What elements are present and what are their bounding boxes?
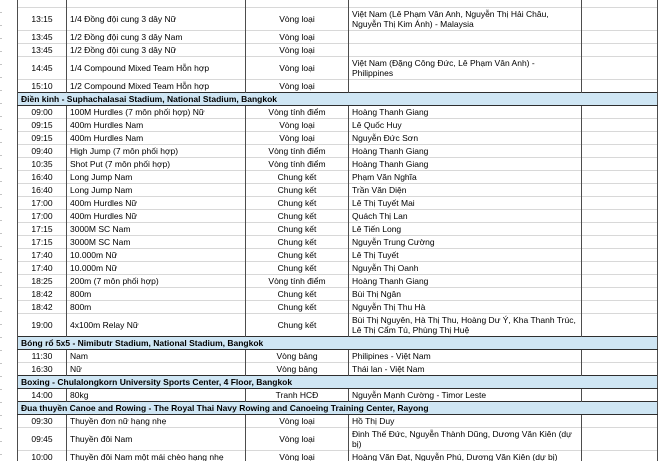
time-cell: 10:35 [18,157,67,170]
time-cell: 17:00 [18,196,67,209]
event-cell: 1/2 Đồng đội cung 3 dây Nam [67,30,246,43]
event-cell: 3000M SC Nam [67,235,246,248]
round-cell: Chung kết [246,287,349,300]
event-cell: Thuyền đôi Nam một mái chèo hạng nhẹ [67,450,246,461]
event-cell: 800m [67,287,246,300]
event-cell: Shot Put (7 môn phối hợp) [67,157,246,170]
event-cell: 4x100m Relay Nữ [67,313,246,336]
notes-cell [582,30,658,43]
table-row [18,7,658,30]
table-row [18,274,658,287]
round-cell: Vòng tính điểm [246,144,349,157]
round-cell: Vòng bảng [246,362,349,375]
event-cell: 1/2 Compound Mixed Team Hỗn hợp [67,79,246,92]
event-cell: 10.000m Nữ [67,248,246,261]
notes-cell [582,144,658,157]
athletes-cell: Nguyễn Thị Thu Hà [349,300,582,313]
cut-top-row [18,0,658,7]
notes-cell [582,183,658,196]
time-cell: 09:45 [18,427,67,450]
time-cell: 18:42 [18,287,67,300]
table-row [18,105,658,118]
table-row [18,144,658,157]
section-header-label: Đua thuyền Canoe and Rowing - The Royal Thai Navy Rowing and Canoeing Training Center, Rayong [18,401,658,414]
table-row [18,30,658,43]
notes-cell [582,300,658,313]
time-cell: 17:00 [18,209,67,222]
table-row [18,222,658,235]
round-cell: Chung kết [246,170,349,183]
table-row [18,79,658,92]
table-row [18,183,658,196]
round-cell: Chung kết [246,300,349,313]
round-cell: Vòng loại [246,427,349,450]
table-row [18,131,658,144]
notes-cell [582,248,658,261]
event-cell: High Jump (7 môn phối hợp) [67,144,246,157]
cut-off-column-edge [0,0,2,455]
notes-cell [582,170,658,183]
event-cell [67,0,246,7]
section-header-label: Điền kinh - Suphachalasai Stadium, National Stadium, Bangkok [18,92,658,105]
schedule-body [18,0,658,461]
event-cell: 400m Hurdles Nữ [67,209,246,222]
athletes-cell: Bùi Thị Ngân [349,287,582,300]
athletes-cell: Lê Thị Tuyết Mai [349,196,582,209]
round-cell: Tranh HCĐ [246,388,349,401]
time-cell: 11:30 [18,349,67,362]
athletes-cell: Đinh Thế Đức, Nguyễn Thành Dũng, Dương Văn Kiên (dự bị) [349,427,582,450]
section-header-row [18,375,658,388]
round-cell: Vòng loại [246,7,349,30]
table-row [18,362,658,375]
round-cell: Vòng loại [246,79,349,92]
notes-cell [582,287,658,300]
notes-cell [582,222,658,235]
notes-cell [582,105,658,118]
round-cell: Vòng loại [246,131,349,144]
event-cell: 400m Hurdles Nam [67,131,246,144]
athletes-cell: Hồ Thị Duy [349,414,582,427]
athletes-cell: Philipines - Việt Nam [349,349,582,362]
time-cell [18,0,67,7]
notes-cell [582,56,658,79]
time-cell: 18:25 [18,274,67,287]
table-row [18,248,658,261]
round-cell: Vòng tính điểm [246,274,349,287]
time-cell: 09:30 [18,414,67,427]
time-cell: 16:40 [18,183,67,196]
round-cell: Vòng tính điểm [246,157,349,170]
event-cell: Nữ [67,362,246,375]
athletes-cell: Bùi Thị Nguyên, Hà Thị Thu, Hoàng Dư Ý, Kha Thanh Trúc, Lê Thị Cẩm Tú, Phùng Thị Huệ [349,313,582,336]
event-cell: 1/4 Compound Mixed Team Hỗn hợp [67,56,246,79]
athletes-cell: Hoàng Văn Đạt, Nguyễn Phú, Dương Văn Kiên (dự bị) [349,450,582,461]
athletes-cell: Phạm Văn Nghĩa [349,170,582,183]
time-cell: 16:40 [18,170,67,183]
round-cell: Chung kết [246,209,349,222]
table-row [18,170,658,183]
round-cell: Vòng loại [246,56,349,79]
round-cell [246,0,349,7]
table-row [18,56,658,79]
notes-cell [582,362,658,375]
time-cell: 17:40 [18,248,67,261]
notes-cell [582,235,658,248]
notes-cell [582,209,658,222]
notes-cell [582,157,658,170]
round-cell: Chung kết [246,261,349,274]
table-row [18,235,658,248]
notes-cell [582,313,658,336]
time-cell: 19:00 [18,313,67,336]
time-cell: 14:45 [18,56,67,79]
round-cell: Vòng loại [246,43,349,56]
time-cell: 10:00 [18,450,67,461]
event-cell: Nam [67,349,246,362]
notes-cell [582,196,658,209]
athletes-cell: Hoàng Thanh Giang [349,144,582,157]
athletes-cell: Nguyễn Mạnh Cường - Timor Leste [349,388,582,401]
round-cell: Chung kết [246,183,349,196]
notes-cell [582,388,658,401]
table-row [18,261,658,274]
table-row [18,118,658,131]
notes-cell [582,414,658,427]
event-cell: 1/2 Đồng đội cung 3 dây Nữ [67,43,246,56]
notes-cell [582,427,658,450]
event-cell: 400m Hurdles Nữ [67,196,246,209]
round-cell: Chung kết [246,248,349,261]
notes-cell [582,349,658,362]
round-cell: Vòng loại [246,30,349,43]
round-cell: Chung kết [246,313,349,336]
event-cell: 800m [67,300,246,313]
athletes-cell: Hoàng Thanh Giang [349,274,582,287]
table-row [18,287,658,300]
time-cell: 13:15 [18,7,67,30]
athletes-cell: Việt Nam (Đặng Công Đức, Lê Phạm Vân Anh) - Philippines [349,56,582,79]
notes-cell [582,43,658,56]
event-cell: 200m (7 môn phối hợp) [67,274,246,287]
table-row [18,43,658,56]
table-row [18,209,658,222]
athletes-cell [349,79,582,92]
event-cell: Long Jump Nam [67,170,246,183]
table-row [18,300,658,313]
time-cell: 09:15 [18,131,67,144]
time-cell: 15:10 [18,79,67,92]
time-cell: 16:30 [18,362,67,375]
section-header-label: Boxing - Chulalongkorn University Sports Center, 4 Floor, Bangkok [18,375,658,388]
round-cell: Vòng bảng [246,349,349,362]
athletes-cell [349,43,582,56]
athletes-cell: Lê Thị Tuyết [349,248,582,261]
round-cell: Chung kết [246,235,349,248]
notes-cell [582,7,658,30]
athletes-cell: Việt Nam (Lê Phạm Vân Anh, Nguyễn Thị Hải Châu, Nguyễn Thị Kim Ánh) - Malaysia [349,7,582,30]
athletes-cell: Nguyễn Trung Cường [349,235,582,248]
table-row [18,349,658,362]
event-cell: Thuyền đơn nữ hạng nhẹ [67,414,246,427]
notes-cell [582,118,658,131]
time-cell: 18:42 [18,300,67,313]
table-row [18,450,658,461]
event-cell: 3000M SC Nam [67,222,246,235]
time-cell: 13:45 [18,43,67,56]
round-cell: Vòng loại [246,118,349,131]
notes-cell [582,261,658,274]
athletes-cell: Hoàng Thanh Giang [349,105,582,118]
event-cell: 1/4 Đồng đội cung 3 dây Nữ [67,7,246,30]
time-cell: 09:15 [18,118,67,131]
athletes-cell [349,30,582,43]
round-cell: Vòng loại [246,414,349,427]
round-cell: Vòng loại [246,450,349,461]
section-header-label: Bóng rổ 5x5 - Nimibutr Stadium, National Stadium, Bangkok [18,336,658,349]
time-cell: 09:00 [18,105,67,118]
event-cell: Thuyền đôi Nam [67,427,246,450]
athletes-cell: Thái lan - Việt Nam [349,362,582,375]
table-row [18,196,658,209]
athletes-cell: Nguyễn Thị Oanh [349,261,582,274]
round-cell: Chung kết [246,222,349,235]
table-row [18,388,658,401]
section-header-row [18,401,658,414]
athletes-cell: Hoàng Thanh Giang [349,157,582,170]
time-cell: 09:40 [18,144,67,157]
event-cell: 80kg [67,388,246,401]
table-row [18,157,658,170]
notes-cell [582,131,658,144]
athletes-cell: Nguyễn Đức Sơn [349,131,582,144]
athletes-cell [349,0,582,7]
athletes-cell: Lê Tiến Long [349,222,582,235]
table-row [18,313,658,336]
notes-cell [582,450,658,461]
section-header-row [18,92,658,105]
schedule-table [17,0,658,461]
time-cell: 17:15 [18,222,67,235]
time-cell: 14:00 [18,388,67,401]
athletes-cell: Lê Quốc Huy [349,118,582,131]
event-cell: 10.000m Nữ [67,261,246,274]
notes-cell [582,0,658,7]
event-cell: Long Jump Nam [67,183,246,196]
event-cell: 100M Hurdles (7 môn phối hợp) Nữ [67,105,246,118]
time-cell: 13:45 [18,30,67,43]
round-cell: Chung kết [246,196,349,209]
athletes-cell: Trần Văn Diện [349,183,582,196]
time-cell: 17:15 [18,235,67,248]
athletes-cell: Quách Thị Lan [349,209,582,222]
notes-cell [582,274,658,287]
table-row [18,427,658,450]
event-cell: 400m Hurdles Nam [67,118,246,131]
section-header-row [18,336,658,349]
table-row [18,414,658,427]
round-cell: Vòng tính điểm [246,105,349,118]
notes-cell [582,79,658,92]
time-cell: 17:40 [18,261,67,274]
